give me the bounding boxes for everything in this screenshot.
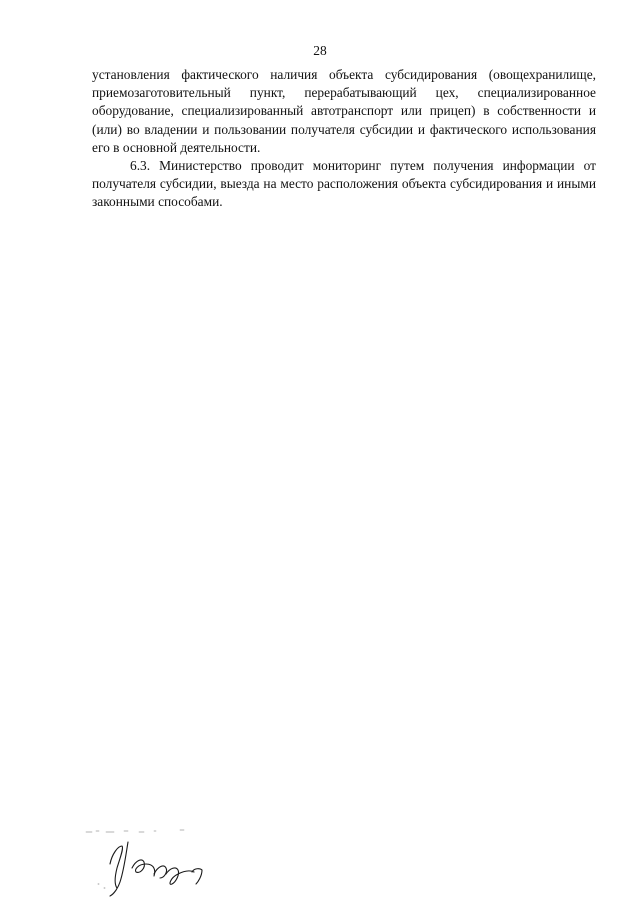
paragraph-continuation: установления фактического наличия объекта субсидирования (овощехранилище, приемозаготовительный пункт, перерабатывающий цех, специализированное оборудование, специализированный автотранспорт или прицеп) в собственности и (или) во владении и пользовании получателя субсидии и фактического использования его в основной деятельности.: [92, 67, 596, 155]
document-body: [92, 66, 596, 212]
handwritten-signature-icon: [84, 824, 234, 900]
page-number: 28: [313, 43, 327, 58]
paragraph-6-3: 6.3. Министерство проводит мониторинг путем получения информации от получателя субсидии, выезда на место расположения объекта субсидирования и иными законными способами.: [92, 158, 596, 210]
